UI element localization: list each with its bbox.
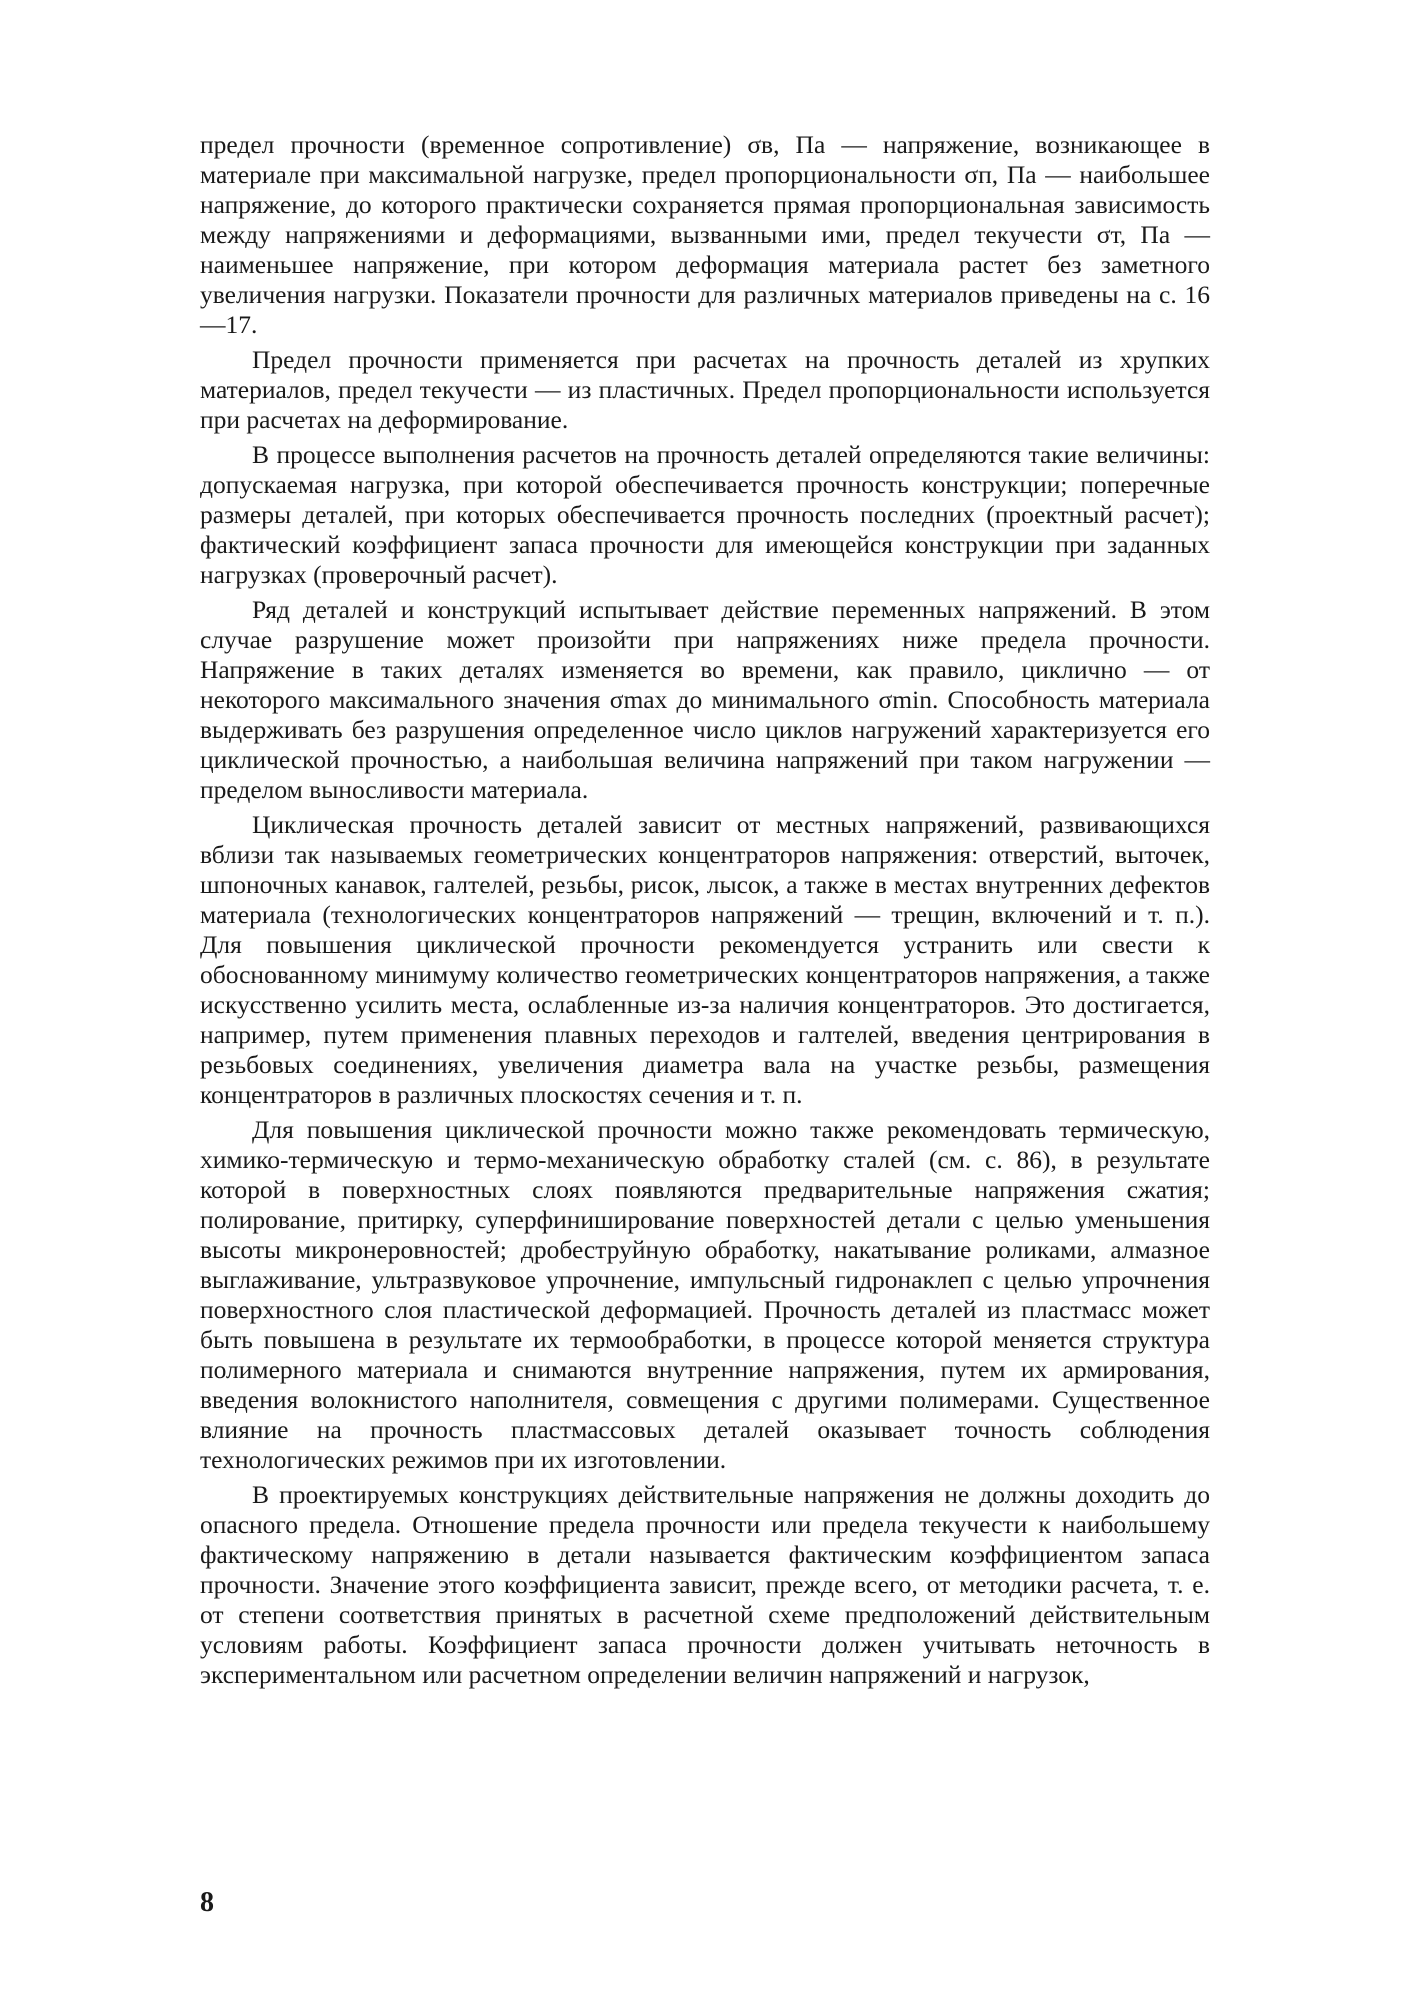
page-number: 8	[200, 1887, 214, 1918]
paragraph-strength-definitions: предел прочности (временное сопротивление) σв, Па — напряжение, возникающее в материале при максимальной нагрузке, предел пропорциональности σп, Па — наибольшее напряжение, до которого практически сохраняется прямая пропорциональная зависимость между напряжениями и деформациями, вызванными ими, предел текучести σт, Па — наименьшее напряжение, при котором деформация материала растет без заметного увеличения нагрузки. Показатели прочности для различных материалов приведены на с. 16—17.	[200, 130, 1210, 339]
paragraph-variable-stresses: Ряд деталей и конструкций испытывает действие переменных напряжений. В этом случае разрушение может произойти при напряжениях ниже предела прочности. Напряжение в таких деталях изменяется во времени, как правило, циклично — от некоторого максимального значения σmax до минимального σmin. Способность материала выдерживать без разрушения определенное число циклов нагружений характеризуется его циклической прочностью, а наибольшая величина напряжений при таком нагружении — пределом выносливости материала.	[200, 595, 1210, 804]
paragraph-calculation-values: В процессе выполнения расчетов на прочность деталей определяются такие величины: допускаемая нагрузка, при которой обеспечивается прочность конструкции; поперечные размеры деталей, при которых обеспечивается прочность последних (проектный расчет); фактический коэффициент запаса прочности для имеющейся конструкции при заданных нагрузках (проверочный расчет).	[200, 440, 1210, 589]
paragraph-strength-application: Предел прочности применяется при расчетах на прочность деталей из хрупких материалов, предел текучести — из пластичных. Предел пропорциональности используется при расчетах на деформирование.	[200, 345, 1210, 434]
paragraph-cyclic-strength: Циклическая прочность деталей зависит от местных напряжений, развивающихся вблизи так называемых геометрических концентраторов напряжения: отверстий, выточек, шпоночных канавок, галтелей, резьбы, рисок, лысок, а также в местах внутренних дефектов материала (технологических концентраторов напряжений — трещин, включений и т. п.). Для повышения циклической прочности рекомендуется устранить или свести к обоснованному минимуму количество геометрических концентраторов напряжения, а также искусственно усилить места, ослабленные из-за наличия концентраторов. Это достигается, например, путем применения плавных переходов и галтелей, введения центрирования в резьбовых соединениях, увеличения диаметра вала на участке резьбы, размещения концентраторов в различных плоскостях сечения и т. п.	[200, 810, 1210, 1109]
text-column	[200, 130, 1210, 1695]
paragraph-strength-improvement: Для повышения циклической прочности можно также рекомендовать термическую, химико-термическую и термо-механическую обработку сталей (см. с. 86), в результате которой в поверхностных слоях появляются предварительные напряжения сжатия; полирование, притирку, суперфиниширование поверхностей детали с целью уменьшения высоты микронеровностей; дробеструйную обработку, накатывание роликами, алмазное выглаживание, ультразвуковое упрочнение, импульсный гидронаклеп с целью упрочнения поверхностного слоя пластической деформацией. Прочность деталей из пластмасс может быть повышена в результате их термообработки, в процессе которой меняется структура полимерного материала и снимаются внутренние напряжения, путем их армирования, введения волокнистого наполнителя, совмещения с другими полимерами. Существенное влияние на прочность пластмассовых деталей оказывает точность соблюдения технологических режимов при их изготовлении.	[200, 1115, 1210, 1474]
paragraph-safety-factor: В проектируемых конструкциях действительные напряжения не должны доходить до опасного предела. Отношение предела прочности или предела текучести к наибольшему фактическому напряжению в детали называется фактическим коэффициентом запаса прочности. Значение этого коэффициента зависит, прежде всего, от методики расчета, т. е. от степени соответствия принятых в расчетной схеме предположений действительным условиям работы. Коэффициент запаса прочности должен учитывать неточность в экспериментальном или расчетном определении величин напряжений и нагрузок,	[200, 1480, 1210, 1689]
